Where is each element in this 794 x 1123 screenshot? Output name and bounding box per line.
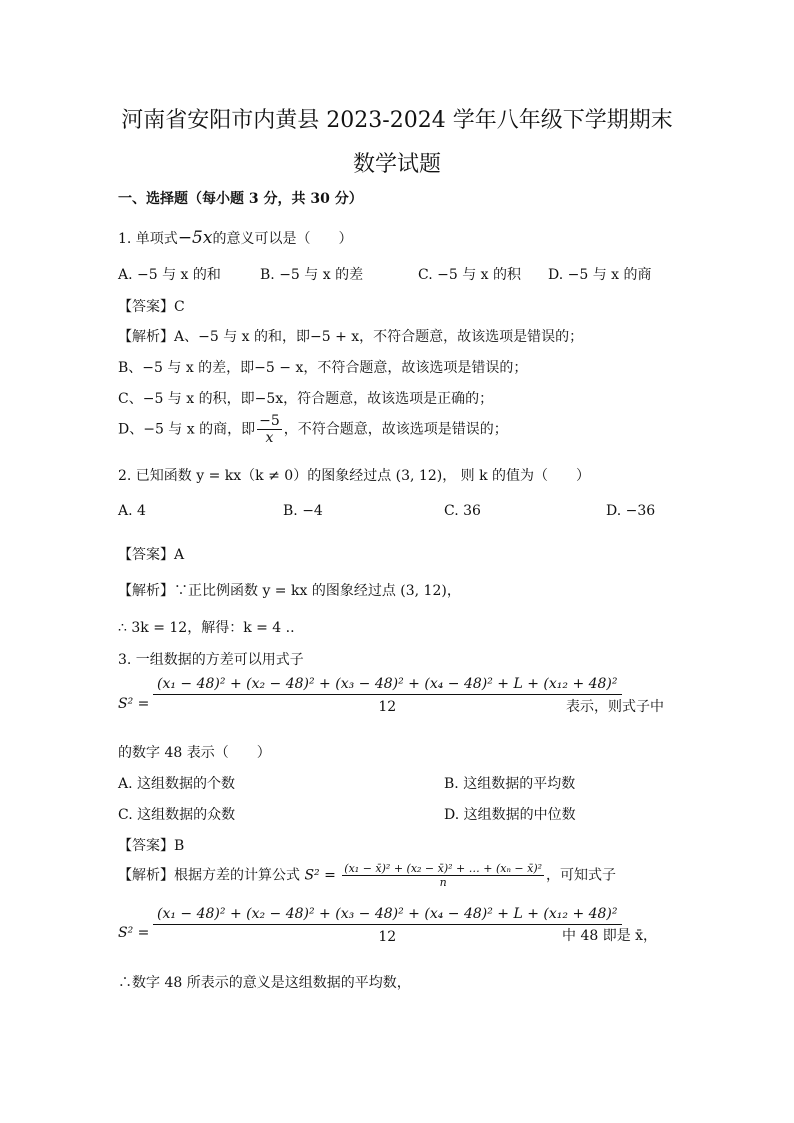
- q1-answer: 【答案】C: [118, 299, 185, 315]
- q3-analysis-prefix: 【解析】根据方差的计算公式: [118, 867, 300, 884]
- q3-formula2-denominator: 12: [378, 929, 397, 945]
- q1-analysis-d: [118, 413, 508, 446]
- q1-option-c: C. −5 与 x 的积: [418, 267, 521, 283]
- q3-option-d: D. 这组数据的中位数: [444, 807, 576, 823]
- q1-analysis-c: C、−5 与 x 的积，即−5x，符合题意，故该选项是正确的；: [118, 391, 494, 407]
- q1-stem-suffix: 的意义可以是（ ）: [212, 231, 353, 247]
- q3-answer: 【答案】B: [118, 838, 185, 854]
- q3-stem-line-2: 的数字 48 表示（ ）: [118, 745, 271, 761]
- q2-option-d: D. −36: [606, 503, 656, 519]
- q3-conclusion: ∴数字 48 所表示的意义是这组数据的平均数，: [118, 975, 411, 991]
- q2-analysis-1: 【解析】∵正比例函数 y = kx 的图象经过点 (3, 12)，: [118, 583, 461, 599]
- q3-formula2-suffix: 中 48 即是 x̄，: [562, 928, 658, 944]
- q1-stem: [118, 228, 352, 248]
- q3-formula-numerator: (x₁ − 48)² + (x₂ − 48)² + (x₃ − 48)² + (x₄ − 48)² + L + (x₁₂ + 48)²: [153, 676, 622, 695]
- q3-formula2-lhs: S² =: [118, 925, 150, 941]
- q1-analysis-d-num: −5: [259, 413, 280, 429]
- q3-analysis-line: [118, 862, 616, 889]
- q2-option-b: B. −4: [283, 503, 323, 519]
- title-line-2: 数学试题: [352, 152, 441, 177]
- q3-option-a: A. 这组数据的个数: [118, 776, 236, 792]
- q2-option-a: A. 4: [118, 503, 146, 519]
- q1-stem-math: −5x: [177, 228, 213, 248]
- q1-option-b: B. −5 与 x 的差: [260, 267, 364, 283]
- q1-option-a: A. −5 与 x 的和: [118, 267, 221, 283]
- q2-answer: 【答案】A: [118, 547, 185, 563]
- q3-formula-lhs: S² =: [118, 696, 150, 712]
- q3-formula-fraction: [153, 676, 622, 715]
- q3-analysis-suffix: ，可知式子: [546, 867, 617, 884]
- q3-formula-suffix: 表示，则式子中: [566, 699, 664, 715]
- q1-analysis-d-fraction: [257, 413, 282, 446]
- q1-analysis-b: B、−5 与 x 的差，即−5 − x，不符合题意，故该选项是错误的；: [118, 360, 528, 376]
- q3-analysis-formula-num: (x₁ − x̄)² + (x₂ − x̄)² + … + (xₙ − x̄)²: [344, 862, 543, 875]
- title-line-1: 河南省安阳市内黄县 2023-2024 学年八年级下学期期末: [121, 108, 673, 133]
- q3-option-c: C. 这组数据的众数: [118, 807, 236, 823]
- q2-option-c: C. 36: [444, 503, 481, 519]
- q3-option-b: B. 这组数据的平均数: [444, 776, 576, 792]
- q3-analysis-formula-fraction: [342, 862, 544, 889]
- q1-analysis-d-prefix: D、−5 与 x 的商，即: [118, 421, 256, 438]
- q1-option-d: D. −5 与 x 的商: [548, 267, 652, 283]
- q3-stem: 3. 一组数据的方差可以用式子: [118, 652, 304, 668]
- q1-analysis-a: 【解析】A、−5 与 x 的和，即−5 + x，不符合题意，故该选项是错误的；: [118, 329, 584, 345]
- q1-analysis-d-suffix: ，不符合题意，故该选项是错误的；: [283, 421, 508, 438]
- q2-analysis-2: ∴ 3k = 12，解得：k = 4 ..: [118, 620, 295, 636]
- q3-analysis-formula-den: n: [439, 876, 447, 889]
- q3-formula2-fraction: [153, 906, 622, 945]
- q3-analysis-formula-lhs: S² =: [304, 867, 336, 884]
- q2-stem: 2. 已知函数 y = kx（k ≠ 0）的图象经过点 (3, 12)， 则 k 的值为（ ）: [118, 468, 591, 484]
- q3-formula-denominator: 12: [378, 699, 397, 715]
- section-heading: 一、选择题（每小题 3 分，共 30 分）: [118, 191, 363, 207]
- q1-analysis-d-den: x: [265, 430, 274, 446]
- q3-formula2-numerator: (x₁ − 48)² + (x₂ − 48)² + (x₃ − 48)² + (x₄ − 48)² + L + (x₁₂ + 48)²: [153, 906, 622, 925]
- q1-stem-prefix: 1. 单项式: [118, 231, 178, 247]
